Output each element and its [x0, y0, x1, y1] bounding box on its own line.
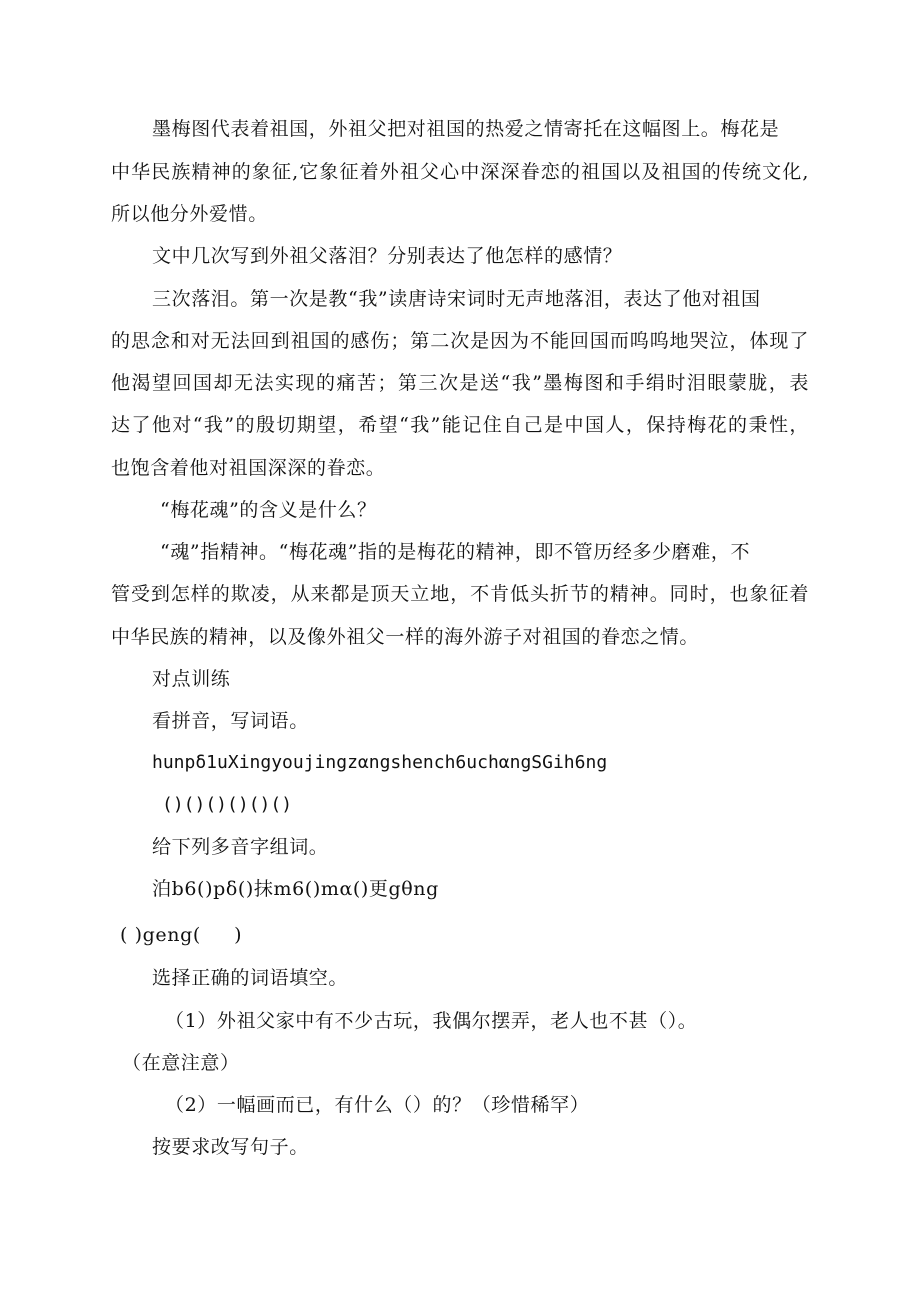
exercise-options: （在意注意） [122, 1052, 240, 1074]
answer-line: 三次落泪。第一次是教“我”读唐诗宋词时无声地落泪，表达了他对祖国 [152, 288, 761, 310]
exercise-instruction: 看拼音，写词语。 [152, 710, 309, 732]
answer-line: 他渴望回国却无法实现的痛苦；第三次是送“我”墨梅图和手绢时泪眼蒙胧，表 [111, 372, 809, 394]
exercise-instruction: 给下列多音字组词。 [152, 836, 329, 858]
answer-line: 达了他对“我”的殷切期望，希望“我”能记住自己是中国人，保持梅花的秉性， [111, 414, 809, 436]
answer-blanks: ()()()()()() [162, 794, 293, 815]
question-line: 文中几次写到外祖父落泪？分别表达了他怎样的感情？ [152, 245, 623, 267]
polyphone-line: 泊b6()pδ()抹m6()mα()更gθng [152, 878, 439, 900]
answer-line: 中华民族的精神，以及像外祖父一样的海外游子对祖国的眷恋之情。 [111, 626, 700, 648]
section-heading: 对点训练 [152, 668, 231, 690]
polyphone-line: ( )geng( ) [120, 924, 243, 946]
paragraph-line: 所以他分外爱惜。 [111, 203, 268, 225]
exercise-instruction: 按要求改写句子。 [152, 1136, 309, 1158]
answer-line: 也饱含着他对祖国深深的眷恋。 [111, 457, 386, 479]
paragraph-line: 墨梅图代表着祖国，外祖父把对祖国的热爱之情寄托在这幅图上。梅花是 [152, 118, 780, 140]
exercise-item: （2）一幅画而已，有什么（）的？（珍惜稀罕） [165, 1094, 590, 1116]
answer-line: 的思念和对无法回到祖国的感伤；第二次是因为不能回国而呜呜地哭泣，体现了 [111, 330, 809, 352]
pinyin-line: hunpδ1uXingyoujingzαngshench6uchαngSGih6ng [152, 752, 608, 773]
exercise-item: （1）外祖父家中有不少古玩，我偶尔摆弄，老人也不甚（）。 [165, 1010, 698, 1032]
question-line: “梅花魂”的含义是什么？ [160, 499, 377, 521]
exercise-instruction: 选择正确的词语填空。 [152, 967, 349, 989]
paragraph-line: 中华民族精神的象征,它象征着外祖父心中深深眷恋的祖国以及祖国的传统文化, [111, 161, 809, 183]
answer-line: “魂”指精神。“梅花魂”指的是梅花的精神，即不管历经多少磨难，不 [160, 541, 751, 563]
answer-line: 管受到怎样的欺凌，从来都是顶天立地，不肯低头折节的精神。同时，也象征着 [111, 583, 809, 605]
